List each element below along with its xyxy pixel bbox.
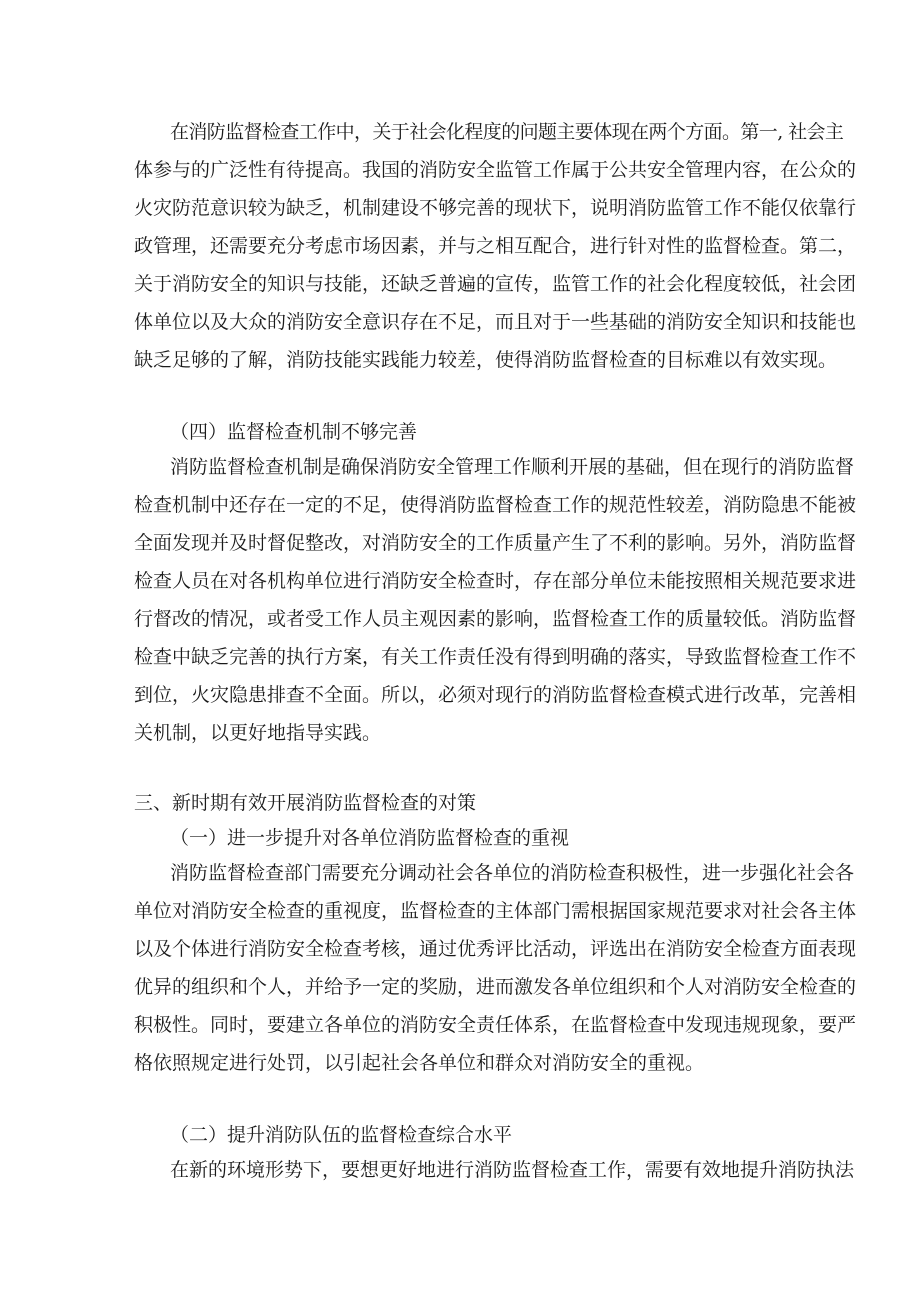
paragraph-line: 到位，火灾隐患排查不全面。所以，必须对现行的消防监督检查模式进行改革，完善相 bbox=[134, 684, 857, 706]
paragraph-line: 以及个体进行消防安全检查考核，通过优秀评比活动，评选出在消防安全检查方面表现 bbox=[134, 938, 857, 960]
paragraph-line: 体参与的广泛性有待提高。我国的消防安全监管工作属于公共安全管理内容，在公众的 bbox=[134, 159, 857, 181]
paragraph-line: 行督改的情况，或者受工作人员主观因素的影响，监督检查工作的质量较低。消防监督 bbox=[134, 608, 857, 630]
section-heading: （一）进一步提升对各单位消防监督检查的重视 bbox=[170, 827, 570, 849]
paragraph-line: 检查机制中还存在一定的不足，使得消防监督检查工作的规范性较差，消防隐患不能被 bbox=[134, 494, 857, 516]
paragraph-line: 优异的组织和个人，并给予一定的奖励，进而激发各单位组织和个人对消防安全检查的 bbox=[134, 976, 857, 998]
section-heading: （二）提升消防队伍的监督检查综合水平 bbox=[170, 1124, 513, 1146]
paragraph-line: 缺乏足够的了解，消防技能实践能力较差，使得消防监督检查的目标难以有效实现。 bbox=[134, 349, 838, 371]
paragraph-line: 单位对消防安全检查的重视度，监督检查的主体部门需根据国家规范要求对社会各主体 bbox=[134, 900, 857, 922]
paragraph-line: 消防监督检查机制是确保消防安全管理工作顺利开展的基础，但在现行的消防监督 bbox=[170, 456, 855, 478]
paragraph-line: 检查中缺乏完善的执行方案，有关工作责任没有得到明确的落实，导致监督检查工作不 bbox=[134, 646, 857, 668]
paragraph-line: 火灾防范意识较为缺乏，机制建设不够完善的现状下，说明消防监管工作不能仅依靠行 bbox=[134, 197, 857, 219]
paragraph-line: 在新的环境形势下，要想更好地进行消防监督检查工作，需要有效地提升消防执法 bbox=[170, 1159, 855, 1181]
section-heading: （四）监督检查机制不够完善 bbox=[170, 421, 418, 443]
paragraph-line: 积极性。同时，要建立各单位的消防安全责任体系，在监督检查中发现违规现象，要严 bbox=[134, 1014, 857, 1036]
section-title: 三、新时期有效开展消防监督检查的对策 bbox=[134, 792, 477, 814]
paragraph-line: 体单位以及大众的消防安全意识存在不足，而且对于一些基础的消防安全知识和技能也 bbox=[134, 311, 857, 333]
paragraph-line: 在消防监督检查工作中，关于社会化程度的问题主要体现在两个方面。第一, 社会主 bbox=[170, 121, 844, 143]
paragraph-line: 检查人员在对各机构单位进行消防安全检查时，存在部分单位未能按照相关规范要求进 bbox=[134, 570, 857, 592]
paragraph-line: 全面发现并及时督促整改，对消防安全的工作质量产生了不利的影响。另外，消防监督 bbox=[134, 532, 857, 554]
paragraph-line: 关于消防安全的知识与技能，还缺乏普遍的宣传，监管工作的社会化程度较低，社会团 bbox=[134, 273, 857, 295]
paragraph-line: 关机制，以更好地指导实践。 bbox=[134, 722, 382, 744]
paragraph-line: 格依照规定进行处罚，以引起社会各单位和群众对消防安全的重视。 bbox=[134, 1052, 705, 1074]
paragraph-line: 政管理，还需要充分考虑市场因素，并与之相互配合，进行针对性的监督检查。第二， bbox=[134, 235, 857, 257]
paragraph-line: 消防监督检查部门需要充分调动社会各单位的消防检查积极性，进一步强化社会各 bbox=[170, 862, 855, 884]
